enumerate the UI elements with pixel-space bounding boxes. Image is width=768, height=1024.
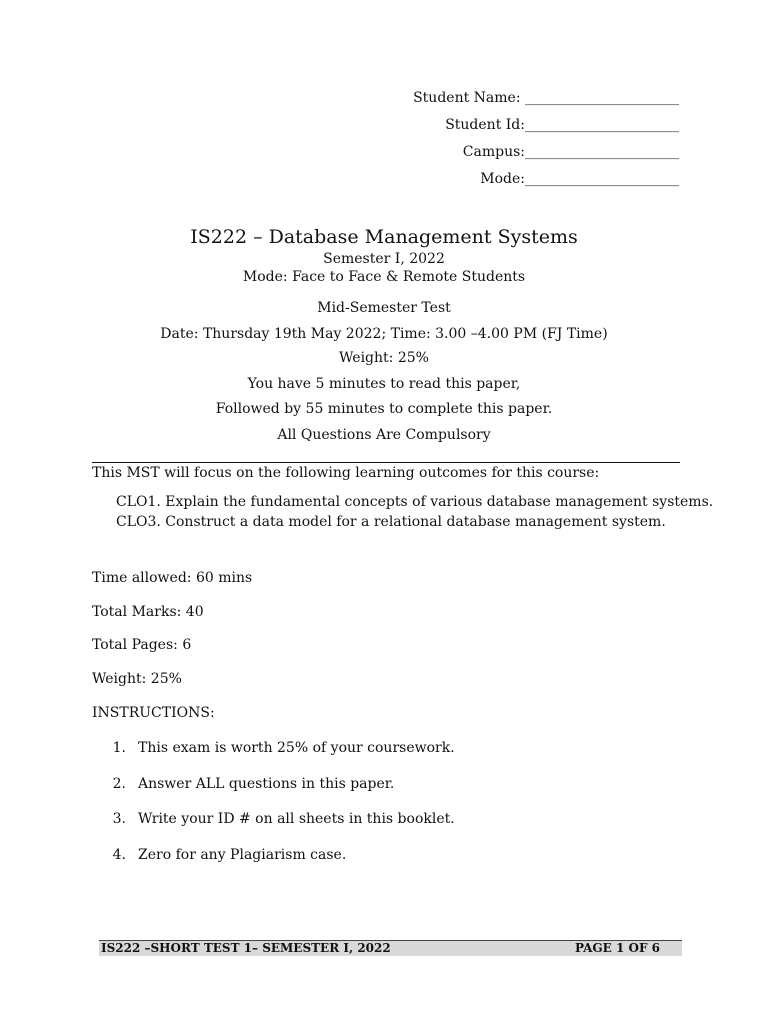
student-id-label: Student Id: <box>445 117 525 133</box>
instruction-text: Answer ALL questions in this paper. <box>138 776 395 792</box>
instruction-number: 4. <box>112 847 126 863</box>
course-title: IS222 – Database Management Systems <box>190 226 578 248</box>
semester: Semester I, 2022 <box>323 251 445 267</box>
compulsory-note: All Questions Are Compulsory <box>277 427 491 443</box>
mode-blank: ______________________ <box>525 171 679 187</box>
student-id-field <box>445 117 679 133</box>
campus-label: Campus: <box>462 144 525 160</box>
footer-course: IS222 –SHORT TEST 1– SEMESTER I, 2022 <box>101 941 391 955</box>
list-item <box>0 740 768 760</box>
writing-time: Followed by 55 minutes to complete this paper. <box>215 401 553 417</box>
mode-label: Mode: <box>480 171 525 187</box>
outcomes-intro: This MST will focus on the following learning outcomes for this course: <box>92 465 600 481</box>
total-pages: Total Pages: 6 <box>92 637 192 653</box>
total-marks: Total Marks: 40 <box>92 604 204 620</box>
student-name-field <box>413 90 679 106</box>
outcome-clo3: CLO3. Construct a data model for a relational database management system. <box>116 514 666 530</box>
student-name-blank: ______________________ <box>520 90 679 106</box>
student-name-label: Student Name: <box>413 90 521 106</box>
list-item <box>0 847 768 867</box>
instruction-text: This exam is worth 25% of your coursework. <box>138 740 455 756</box>
page-footer <box>99 940 682 956</box>
details-weight: Weight: 25% <box>92 671 182 687</box>
instruction-text: Write your ID # on all sheets in this booklet. <box>138 811 455 827</box>
student-id-blank: ______________________ <box>525 117 679 133</box>
time-allowed: Time allowed: 60 mins <box>92 570 253 586</box>
footer-page-number: PAGE 1 OF 6 <box>574 941 660 955</box>
instruction-text: Zero for any Plagiarism case. <box>138 847 347 863</box>
campus-blank: ______________________ <box>525 144 679 160</box>
section-divider <box>92 462 680 463</box>
test-name: Mid-Semester Test <box>317 300 451 316</box>
instruction-number: 2. <box>112 776 126 792</box>
list-item <box>0 776 768 796</box>
outcome-clo1: CLO1. Explain the fundamental concepts of various database management systems. <box>116 494 714 510</box>
instruction-number: 1. <box>112 740 126 756</box>
list-item <box>0 811 768 831</box>
campus-field <box>463 144 679 160</box>
date-time: Date: Thursday 19th May 2022; Time: 3.00 –4.00 PM (FJ Time) <box>160 326 608 342</box>
exam-mode: Mode: Face to Face & Remote Students <box>242 269 526 285</box>
mode-field <box>480 171 679 187</box>
reading-time: You have 5 minutes to read this paper, <box>247 376 521 392</box>
instruction-number: 3. <box>112 811 126 827</box>
header-weight: Weight: 25% <box>339 350 429 366</box>
instructions-heading: INSTRUCTIONS: <box>92 705 215 721</box>
